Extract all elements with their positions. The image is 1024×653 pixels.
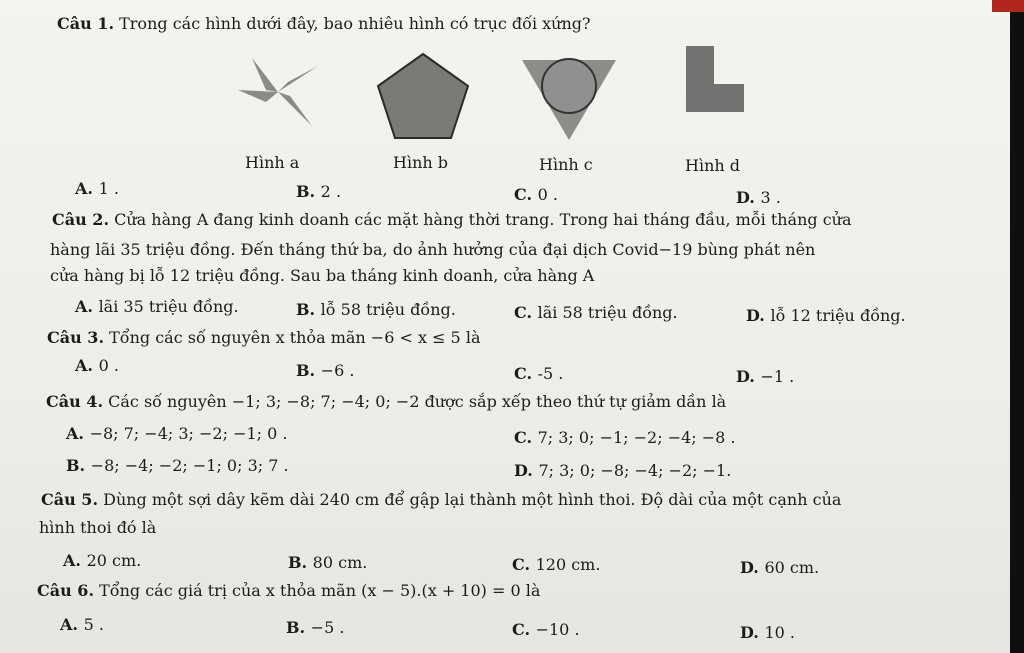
q6-option-a: A. 5 .	[60, 615, 104, 634]
figure-caption-c: Hình c	[539, 155, 593, 174]
q3-option-b: B. −6 .	[296, 361, 355, 380]
q6-option-d: D. 10 .	[740, 623, 795, 642]
q4-option-d: D. 7; 3; 0; −8; −4; −2; −1.	[514, 461, 732, 480]
q5-option-d: D. 60 cm.	[740, 558, 820, 577]
q4-option-a: A. −8; 7; −4; 3; −2; −1; 0 .	[66, 424, 288, 443]
q2-option-d: D. lỗ 12 triệu đồng.	[746, 306, 906, 325]
pinwheel-figure	[232, 52, 324, 132]
question-6: Câu 6. Tổng các giá trị của x thỏa mãn (x − 5).(x + 10) = 0 là	[37, 581, 541, 600]
question-text: Trong các hình dưới đây, bao nhiêu hình có trục đối xứng?	[119, 14, 591, 33]
q5-option-c: C. 120 cm.	[512, 555, 601, 574]
figure-caption-a: Hình a	[245, 153, 300, 172]
pentagon-figure	[374, 50, 472, 142]
q3-option-c: C. -5 .	[514, 364, 564, 383]
question-2-line-3: cửa hàng bị lỗ 12 triệu đồng. Sau ba tháng kinh doanh, cửa hàng A	[50, 266, 595, 285]
q1-option-c: C. 0 .	[514, 185, 558, 204]
q1-option-d: D. 3 .	[736, 188, 781, 207]
q2-option-b: B. lỗ 58 triệu đồng.	[296, 300, 456, 319]
q5-option-b: B. 80 cm.	[288, 553, 368, 572]
question-5-line-2: hình thoi đó là	[39, 518, 157, 537]
photo-edge	[1010, 0, 1024, 653]
question-number: Câu 1.	[57, 14, 115, 33]
q4-option-c: C. 7; 3; 0; −1; −2; −4; −8 .	[514, 428, 736, 447]
question-1	[57, 14, 591, 34]
q2-option-c: C. lãi 58 triệu đồng.	[514, 303, 678, 322]
triangle-circle-figure	[518, 56, 620, 142]
q3-option-a: A. 0 .	[75, 356, 119, 375]
q1-option-b: B. 2 .	[296, 182, 342, 201]
question-3: Câu 3. Tổng các số nguyên x thỏa mãn −6 < x ≤ 5 là	[47, 328, 481, 347]
red-corner	[992, 0, 1024, 12]
q3-option-d: D. −1 .	[736, 367, 795, 386]
q6-option-c: C. −10 .	[512, 620, 580, 639]
q4-option-b: B. −8; −4; −2; −1; 0; 3; 7 .	[66, 456, 289, 475]
q1-option-a: A. 1 .	[75, 179, 119, 198]
question-2-line-2: hàng lãi 35 triệu đồng. Đến tháng thứ ba, do ảnh hưởng của đại dịch Covid−19 bùng phát nên	[50, 240, 816, 259]
question-5-line-1: Câu 5. Dùng một sợi dây kẽm dài 240 cm để gập lại thành một hình thoi. Độ dài của một cạnh của	[41, 490, 842, 509]
q5-option-a: A. 20 cm.	[63, 551, 142, 570]
l-shape-figure	[684, 44, 746, 114]
figure-caption-d: Hình d	[685, 156, 741, 175]
question-2-line-1: Câu 2. Cửa hàng A đang kinh doanh các mặt hàng thời trang. Trong hai tháng đầu, mỗi tháng cửa	[52, 210, 852, 229]
q6-option-b: B. −5 .	[286, 618, 345, 637]
question-4: Câu 4. Các số nguyên −1; 3; −8; 7; −4; 0; −2 được sắp xếp theo thứ tự giảm dần là	[46, 392, 727, 411]
q2-option-a: A. lãi 35 triệu đồng.	[75, 297, 239, 316]
figure-caption-b: Hình b	[393, 153, 449, 172]
